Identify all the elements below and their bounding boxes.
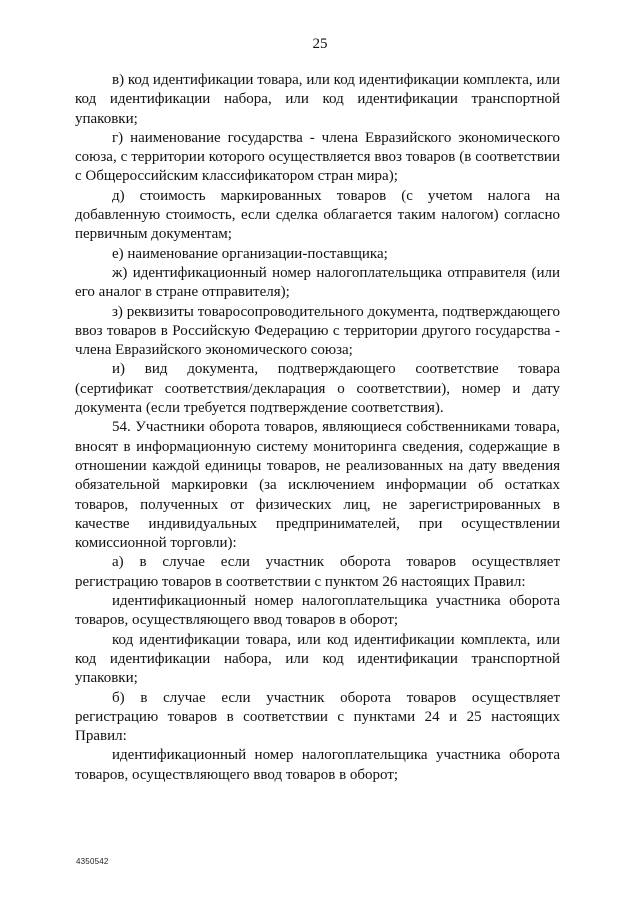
paragraph-item-b: б) в случае если участник оборота товаров осуществляет регистрацию товаров в соответствии с пунктами 24 и 25 настоящих Правил: <box>75 689 560 745</box>
document-code: 4350542 <box>76 857 109 866</box>
document-body <box>75 71 560 785</box>
paragraph-code-a: код идентификации товара, или код идентификации комплекта, или код идентификации набора, или код идентификации транспортной упаковки; <box>75 631 560 687</box>
paragraph-item-a: а) в случае если участник оборота товаров осуществляет регистрацию товаров в соответствии с пунктом 26 настоящих Правил: <box>75 554 560 590</box>
paragraph-section-54: 54. Участники оборота товаров, являющиеся собственниками товара, вносят в информационную систему мониторинга сведения, содержащие в отношении каждой единицы товаров, не реализованных на дату введения обязательной маркировки (за исключением информации об остатках товаров, полученных от физических лиц, не зарегистрированных в качестве индивидуальных предпринимателей, при осуществлении комиссионной торговли): <box>75 419 560 552</box>
paragraph-inn-a: идентификационный номер налогоплательщика участника оборота товаров, осуществляющего ввод товаров в оборот; <box>75 593 560 629</box>
paragraph-item-zh: ж) идентификационный номер налогоплательщика отправителя (или его аналог в стране отправителя); <box>75 264 560 301</box>
paragraph-item-d: д) стоимость маркированных товаров (с учетом налога на добавленную стоимость, если сделка облагается таким налогом) согласно первичным документам; <box>75 187 560 243</box>
paragraph-item-g: г) наименование государства - члена Евразийского экономического союза, с территории которого осуществляется ввоз товаров (в соответствии с Общероссийским классификатором стран мира); <box>75 129 560 185</box>
paragraph-item-e: е) наименование организации-поставщика; <box>112 245 388 262</box>
paragraph-inn-b: идентификационный номер налогоплательщика участника оборота товаров, осуществляющего ввод товаров в оборот; <box>75 747 560 783</box>
paragraph-item-v: в) код идентификации товара, или код идентификации комплекта, или код идентификации набора, или код идентификации транспортной упаковки; <box>75 72 560 127</box>
paragraph-item-i: и) вид документа, подтверждающего соответствие товара (сертификат соответствия/декларация о соответствии), номер и дату документа (если требуется подтверждение соответствия). <box>75 361 560 417</box>
page-number: 25 <box>312 36 328 52</box>
paragraph-item-z: з) реквизиты товаросопроводительного документа, подтверждающего ввоз товаров в Российскую Федерацию с территории другого государства - члена Евразийского экономического союза; <box>75 303 560 359</box>
